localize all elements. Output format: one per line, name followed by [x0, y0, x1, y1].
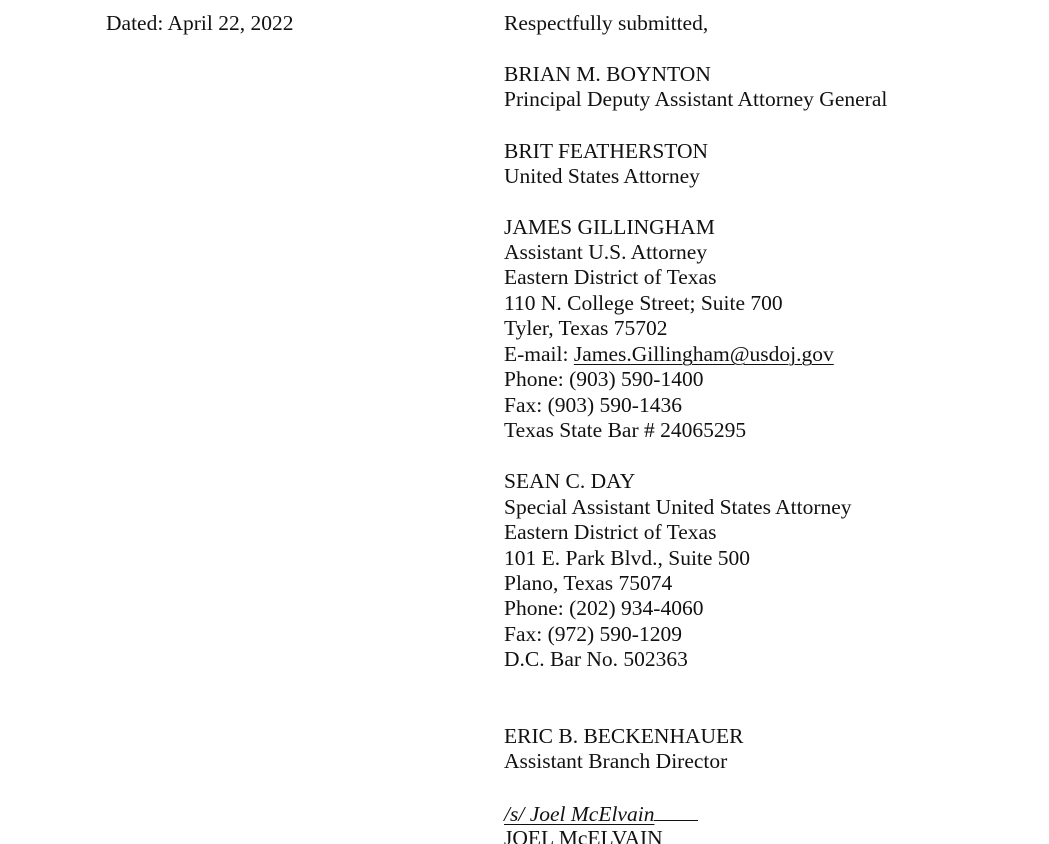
attorney-district: Eastern District of Texas — [504, 520, 717, 544]
attorney-phone: Phone: (903) 590-1400 — [504, 367, 704, 391]
attorney-title: Special Assistant United States Attorney — [504, 495, 852, 519]
attorney-city: Plano, Texas 75074 — [504, 571, 673, 595]
signer-name: JOEL McELVAIN — [504, 826, 663, 844]
attorney-city: Tyler, Texas 75702 — [504, 316, 668, 340]
attorney-name: SEAN C. DAY — [504, 469, 636, 493]
attorney-fax: Fax: (903) 590-1436 — [504, 393, 682, 417]
attorney-street: 101 E. Park Blvd., Suite 500 — [504, 546, 751, 570]
email-link[interactable]: James.Gillingham@usdoj.gov — [573, 342, 834, 366]
date-line: Dated: April 22, 2022 — [106, 11, 294, 35]
attorney-district: Eastern District of Texas — [504, 265, 717, 289]
attorney-bar: D.C. Bar No. 502363 — [504, 647, 688, 671]
electronic-signature-line — [504, 800, 698, 827]
closing-line: Respectfully submitted, — [504, 11, 709, 35]
attorney-bar: Texas State Bar # 24065295 — [504, 418, 747, 442]
signature-underline — [654, 800, 698, 821]
attorney-title: Assistant U.S. Attorney — [504, 240, 708, 264]
attorney-email-line — [504, 342, 834, 367]
attorney-title: Assistant Branch Director — [504, 749, 728, 773]
electronic-signature: /s/ Joel McElvain — [504, 802, 655, 826]
attorney-title: Principal Deputy Assistant Attorney General — [504, 87, 888, 111]
attorney-street: 110 N. College Street; Suite 700 — [504, 291, 783, 315]
attorney-name: BRIT FEATHERSTON — [504, 139, 709, 163]
attorney-name: JAMES GILLINGHAM — [504, 215, 715, 239]
attorney-name: BRIAN M. BOYNTON — [504, 62, 711, 86]
email-label: E-mail: — [504, 342, 574, 366]
attorney-phone: Phone: (202) 934-4060 — [504, 596, 704, 620]
attorney-name: ERIC B. BECKENHAUER — [504, 724, 744, 748]
attorney-title: United States Attorney — [504, 164, 700, 188]
attorney-fax: Fax: (972) 590-1209 — [504, 622, 682, 646]
